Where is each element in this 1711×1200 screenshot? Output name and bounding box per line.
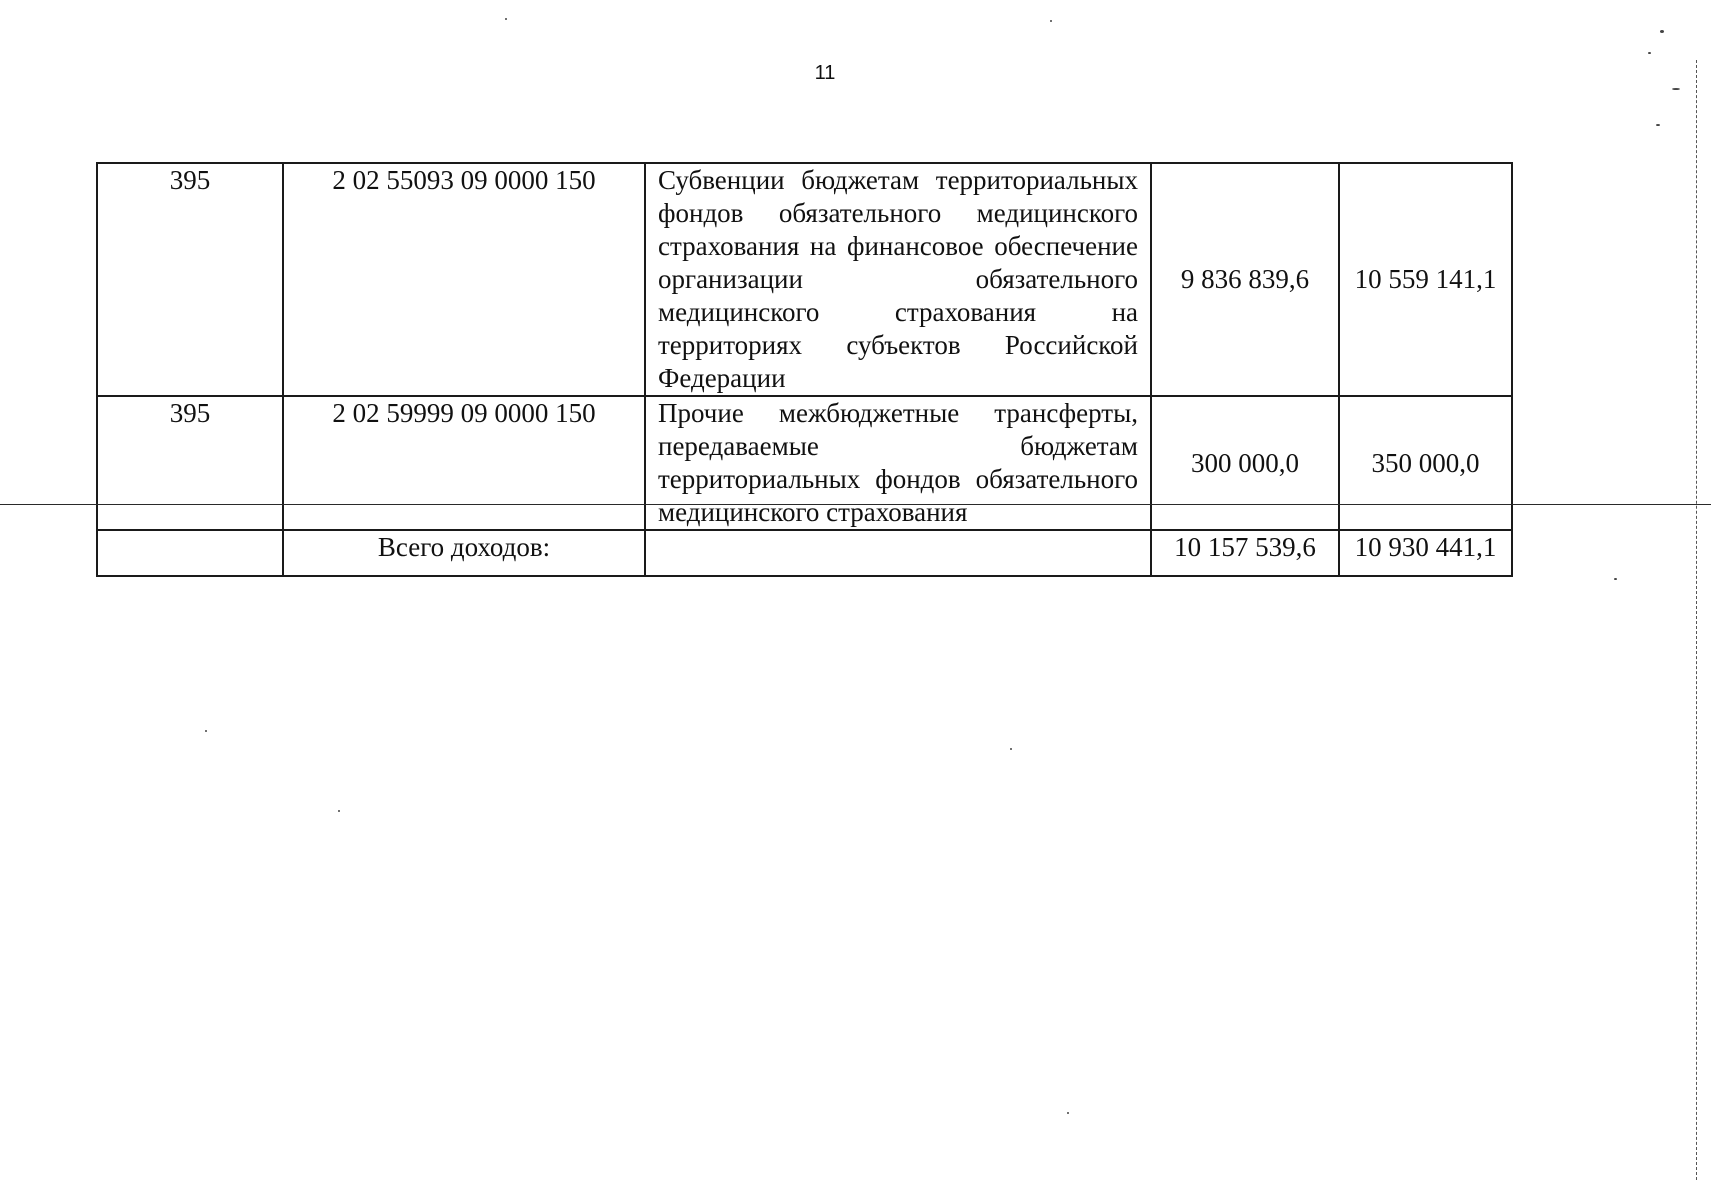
scan-speck [1656, 124, 1660, 126]
total-label: Всего доходов: [283, 530, 645, 576]
admin-code-cell: 395 [97, 163, 283, 396]
total-row [97, 530, 1512, 576]
admin-code-cell: 395 [97, 396, 283, 530]
scan-edge-line [1696, 60, 1697, 1180]
table-row [97, 163, 1512, 396]
scan-speck [1050, 20, 1052, 22]
budget-code-cell: 2 02 55093 09 0000 150 [283, 163, 645, 396]
scan-speck [338, 810, 340, 812]
scan-speck [505, 18, 507, 20]
total-year2-cell: 10 930 441,1 [1339, 530, 1512, 576]
scan-speck [1648, 52, 1651, 54]
empty-cell [97, 530, 283, 576]
table-row [97, 396, 1512, 530]
empty-cell [645, 530, 1151, 576]
scan-speck [205, 730, 207, 732]
scan-speck [1672, 88, 1680, 90]
scan-speck [1067, 1112, 1069, 1114]
total-year1-cell: 10 157 539,6 [1151, 530, 1339, 576]
scan-speck [1660, 30, 1664, 33]
revenue-name-cell: Субвенции бюджетам территориальных фондов обязательного медицинского страхования на финансовое обеспечение организации обязательного медицинского страхования на территориях субъектов Российской Федерации [645, 163, 1151, 396]
scan-speck [1010, 748, 1012, 750]
amount-year1-cell: 300 000,0 [1151, 396, 1339, 530]
scan-speck [1614, 578, 1617, 580]
scan-artifact-line [0, 504, 1711, 505]
revenue-table [96, 162, 1513, 577]
amount-year2-cell: 350 000,0 [1339, 396, 1512, 530]
revenue-name-cell: Прочие межбюджетные трансферты, передаваемые бюджетам территориальных фондов обязательного медицинского страхования [645, 396, 1151, 530]
budget-code-cell: 2 02 59999 09 0000 150 [283, 396, 645, 530]
amount-year1-cell: 9 836 839,6 [1151, 163, 1339, 396]
amount-year2-cell: 10 559 141,1 [1339, 163, 1512, 396]
page-number: 11 [814, 62, 836, 84]
